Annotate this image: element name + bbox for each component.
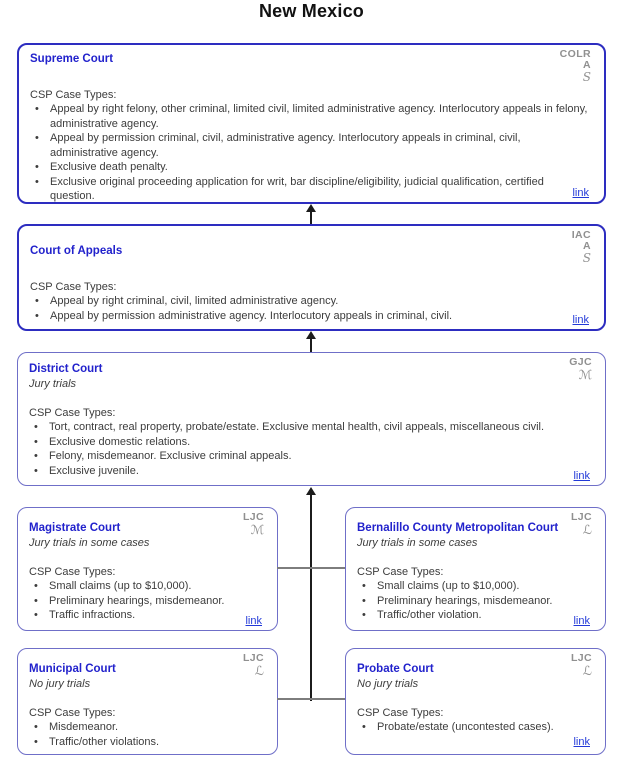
court-name: Bernalillo County Metropolitan Court (357, 522, 559, 534)
supreme-court-box (17, 43, 606, 204)
corner-code: GJC (569, 356, 592, 368)
bullet-dot (35, 160, 50, 175)
jury-trials-note: No jury trials (29, 678, 91, 690)
case-type-list (29, 420, 591, 478)
corner-code: COLR (559, 48, 591, 60)
municipal-court-box (17, 648, 278, 755)
case-type-list (30, 102, 590, 204)
list-item: • Small claims (up to $10,000). (357, 579, 591, 594)
corner-code: LJC (570, 652, 592, 664)
bullet-dot (34, 594, 49, 609)
arrow-line-district-to-appeals (310, 338, 312, 352)
court-name: Supreme Court (30, 53, 114, 65)
corner-code: LJC (242, 652, 264, 664)
arrow-line-lower-courts-to-district (310, 494, 312, 701)
list-item: • Appeal by permission criminal, civil, administrative agency. Interlocutory appeals in criminal, civil, administrative agency. (30, 131, 590, 160)
bullet-dot (362, 720, 377, 735)
court-of-appeals-box (17, 224, 606, 331)
corner-script-flag: ℳ (250, 522, 264, 537)
magistrate-court-link[interactable]: link (245, 615, 262, 627)
page-title: New Mexico (258, 1, 365, 21)
bullet-dot (35, 131, 50, 160)
bullet-dot (35, 309, 50, 324)
court-name: Court of Appeals (30, 245, 123, 257)
bernalillo-court-link[interactable]: link (573, 615, 590, 627)
district-court-box (17, 352, 606, 486)
case-type-list (29, 720, 263, 749)
bullet-dot (34, 420, 49, 435)
csp-case-types-label: CSP Case Types: (29, 407, 116, 419)
corner-script-flag: ℒ (582, 522, 592, 537)
jurisdiction-code-label (560, 49, 591, 83)
connector-municipal-probate (277, 698, 345, 700)
corner-script-flag: S (582, 251, 591, 265)
csp-case-types-label: CSP Case Types: (30, 89, 117, 101)
list-item: • Small claims (up to $10,000). (29, 579, 263, 594)
csp-case-types-label: CSP Case Types: (29, 566, 116, 578)
list-item: • Exclusive original proceeding application for writ, bar discipline/eligibility, judicial qualification, certified question. (30, 175, 590, 204)
list-item: • Exclusive juvenile. (29, 464, 591, 479)
csp-case-types-label: CSP Case Types: (29, 707, 116, 719)
supreme-court-link[interactable]: link (572, 187, 589, 199)
corner-code: LJC (570, 511, 592, 523)
csp-case-types-label: CSP Case Types: (357, 566, 444, 578)
corner-script-flag: ℒ (582, 663, 592, 678)
list-item: • Exclusive domestic relations. (29, 435, 591, 450)
bullet-dot (34, 735, 49, 750)
jury-trials-note: No jury trials (357, 678, 419, 690)
bullet-dot (34, 435, 49, 450)
bernalillo-metropolitan-court-box (345, 507, 606, 631)
court-name: Probate Court (357, 663, 434, 675)
bullet-dot (34, 579, 49, 594)
probate-court-box (345, 648, 606, 755)
corner-script-flag: S (582, 70, 591, 84)
jurisdiction-code-label (569, 357, 592, 381)
bullet-dot (34, 449, 49, 464)
list-item: • Traffic/other violation. (357, 608, 591, 623)
csp-case-types-label: CSP Case Types: (357, 707, 444, 719)
arrow-line-appeals-to-supreme (310, 211, 312, 224)
corner-appeal-flag: A (583, 240, 591, 252)
court-name: District Court (29, 363, 103, 375)
list-item: • Tort, contract, real property, probate/estate. Exclusive mental health, civil appeals, miscellaneous civil. (29, 420, 591, 435)
bullet-dot (362, 579, 377, 594)
csp-case-types-label: CSP Case Types: (30, 281, 117, 293)
court-name: Magistrate Court (29, 522, 121, 534)
list-item: • Traffic infractions. (29, 608, 263, 623)
list-item: • Felony, misdemeanor. Exclusive criminal appeals. (29, 449, 591, 464)
connector-magistrate-bernalillo (277, 567, 345, 569)
corner-appeal-flag: A (583, 59, 591, 71)
corner-script-flag: ℳ (578, 367, 592, 382)
jurisdiction-code-label (572, 230, 591, 264)
jurisdiction-code-label (571, 512, 592, 536)
case-type-list (357, 720, 591, 735)
jurisdiction-code-label (243, 512, 264, 536)
court-of-appeals-link[interactable]: link (572, 314, 589, 326)
jury-trials-note: Jury trials in some cases (357, 537, 478, 549)
list-item: • Appeal by permission administrative agency. Interlocutory appeals in criminal, civil. (30, 309, 590, 324)
corner-script-flag: ℒ (254, 663, 264, 678)
magistrate-court-box (17, 507, 278, 631)
jury-trials-note: Jury trials (29, 378, 77, 390)
bullet-dot (34, 720, 49, 735)
bullet-dot (35, 102, 50, 131)
list-item: • Appeal by right criminal, civil, limited administrative agency. (30, 294, 590, 309)
case-type-list (30, 294, 590, 323)
list-item: • Misdemeanor. (29, 720, 263, 735)
district-court-link[interactable]: link (573, 470, 590, 482)
bullet-dot (362, 608, 377, 623)
list-item: • Exclusive death penalty. (30, 160, 590, 175)
corner-code: IAC (571, 229, 591, 241)
list-item: • Preliminary hearings, misdemeanor. (29, 594, 263, 609)
jury-trials-note: Jury trials in some cases (29, 537, 150, 549)
list-item: • Appeal by right felony, other criminal, limited civil, limited administrative agency. Interlocutory appeals in felony, administrative agency. (30, 102, 590, 131)
bullet-dot (362, 594, 377, 609)
bullet-dot (35, 294, 50, 309)
court-name: Municipal Court (29, 663, 116, 675)
list-item: • Traffic/other violations. (29, 735, 263, 750)
bullet-dot (34, 608, 49, 623)
list-item: • Probate/estate (uncontested cases). (357, 720, 591, 735)
probate-court-link[interactable]: link (573, 736, 590, 748)
bullet-dot (34, 464, 49, 479)
corner-code: LJC (242, 511, 264, 523)
case-type-list (357, 579, 591, 623)
case-type-list (29, 579, 263, 623)
bullet-dot (35, 175, 50, 204)
jurisdiction-code-label (243, 653, 264, 677)
jurisdiction-code-label (571, 653, 592, 677)
list-item: • Preliminary hearings, misdemeanor. (357, 594, 591, 609)
